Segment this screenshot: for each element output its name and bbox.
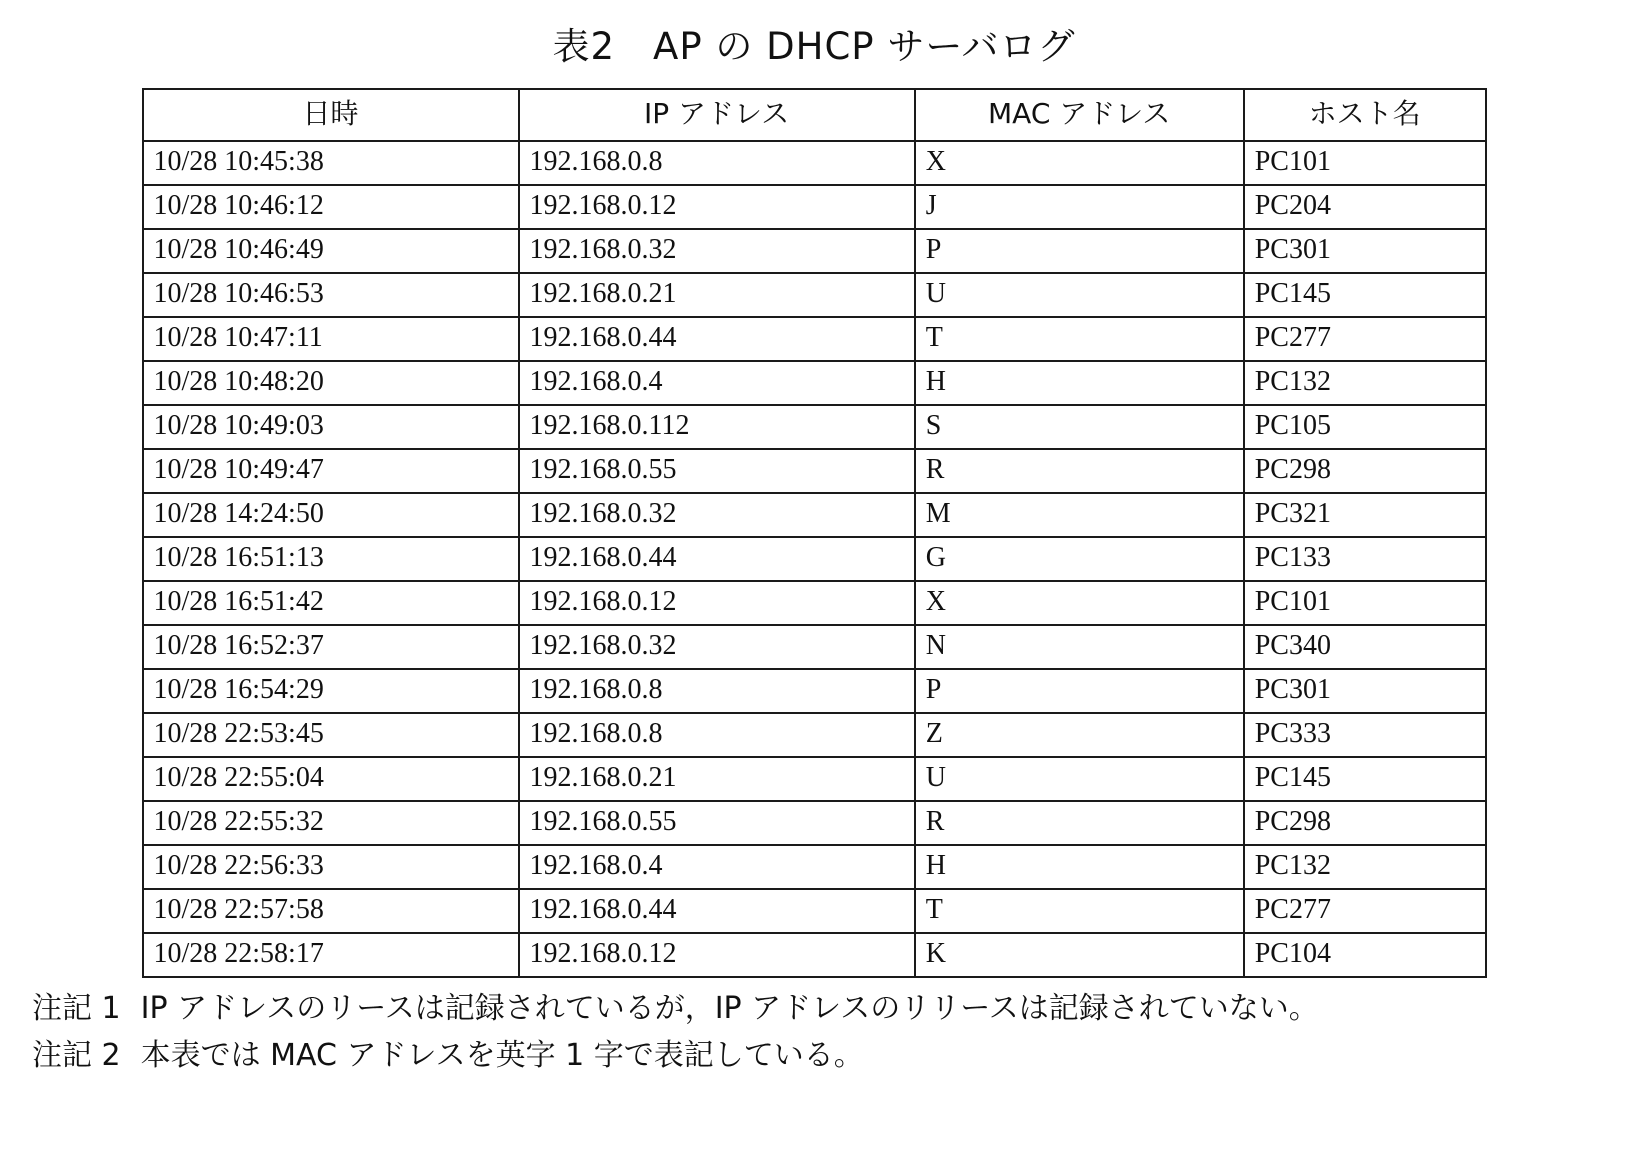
table-row xyxy=(143,933,1486,977)
cell-ip-address: 192.168.0.21 xyxy=(519,757,915,801)
cell-ip-address: 192.168.0.21 xyxy=(519,273,915,317)
cell-hostname: PC133 xyxy=(1244,537,1486,581)
cell-mac-address: N xyxy=(915,625,1244,669)
table-row xyxy=(143,581,1486,625)
cell-mac-address: U xyxy=(915,757,1244,801)
dhcp-server-log-table xyxy=(142,88,1487,978)
cell-hostname: PC340 xyxy=(1244,625,1486,669)
cell-mac-address: K xyxy=(915,933,1244,977)
cell-mac-address: X xyxy=(915,581,1244,625)
cell-ip-address: 192.168.0.32 xyxy=(519,625,915,669)
column-header-ip-address: IP アドレス xyxy=(519,89,915,141)
cell-hostname: PC101 xyxy=(1244,141,1486,185)
cell-ip-address: 192.168.0.55 xyxy=(519,449,915,493)
cell-mac-address: J xyxy=(915,185,1244,229)
cell-hostname: PC301 xyxy=(1244,229,1486,273)
table-row xyxy=(143,713,1486,757)
cell-mac-address: G xyxy=(915,537,1244,581)
cell-mac-address: M xyxy=(915,493,1244,537)
cell-datetime: 10/28 16:54:29 xyxy=(143,669,519,713)
note-1 xyxy=(32,988,1608,1031)
cell-datetime: 10/28 10:45:38 xyxy=(143,141,519,185)
table-header xyxy=(143,89,1486,141)
note-2-label: 注記 2 xyxy=(32,1037,121,1073)
table-container xyxy=(142,88,1487,978)
cell-mac-address: H xyxy=(915,845,1244,889)
table-header-row xyxy=(143,89,1486,141)
cell-datetime: 10/28 16:51:42 xyxy=(143,581,519,625)
note-1-text: IP アドレスのリースは記録されているが，IP アドレスのリリースは記録されていない。 xyxy=(140,991,1319,1026)
table-row xyxy=(143,141,1486,185)
cell-datetime: 10/28 22:55:04 xyxy=(143,757,519,801)
table-row xyxy=(143,493,1486,537)
table-row xyxy=(143,229,1486,273)
cell-mac-address: Z xyxy=(915,713,1244,757)
note-2-text: 本表では MAC アドレスを英字 1 字で表記している。 xyxy=(140,1037,864,1073)
cell-hostname: PC333 xyxy=(1244,713,1486,757)
cell-ip-address: 192.168.0.12 xyxy=(519,581,915,625)
cell-mac-address: U xyxy=(915,273,1244,317)
table-row xyxy=(143,625,1486,669)
note-1-label: 注記 1 xyxy=(32,991,121,1026)
cell-mac-address: T xyxy=(915,317,1244,361)
cell-ip-address: 192.168.0.32 xyxy=(519,493,915,537)
table-row xyxy=(143,361,1486,405)
table-body xyxy=(143,141,1486,977)
table-row xyxy=(143,845,1486,889)
table-row xyxy=(143,405,1486,449)
cell-datetime: 10/28 22:55:32 xyxy=(143,801,519,845)
table-row xyxy=(143,801,1486,845)
table-row xyxy=(143,185,1486,229)
cell-hostname: PC301 xyxy=(1244,669,1486,713)
table-row xyxy=(143,669,1486,713)
cell-ip-address: 192.168.0.32 xyxy=(519,229,915,273)
cell-datetime: 10/28 10:46:49 xyxy=(143,229,519,273)
cell-hostname: PC132 xyxy=(1244,845,1486,889)
table-row xyxy=(143,317,1486,361)
cell-datetime: 10/28 10:49:47 xyxy=(143,449,519,493)
cell-mac-address: P xyxy=(915,669,1244,713)
cell-hostname: PC101 xyxy=(1244,581,1486,625)
cell-hostname: PC298 xyxy=(1244,801,1486,845)
column-header-datetime: 日時 xyxy=(143,89,519,141)
document-page xyxy=(0,16,1628,1174)
cell-ip-address: 192.168.0.8 xyxy=(519,669,915,713)
cell-hostname: PC277 xyxy=(1244,889,1486,933)
cell-datetime: 10/28 10:47:11 xyxy=(143,317,519,361)
cell-mac-address: H xyxy=(915,361,1244,405)
cell-datetime: 10/28 22:57:58 xyxy=(143,889,519,933)
cell-ip-address: 192.168.0.55 xyxy=(519,801,915,845)
cell-datetime: 10/28 22:53:45 xyxy=(143,713,519,757)
cell-ip-address: 192.168.0.8 xyxy=(519,141,915,185)
cell-datetime: 10/28 10:46:12 xyxy=(143,185,519,229)
cell-datetime: 10/28 10:46:53 xyxy=(143,273,519,317)
cell-mac-address: X xyxy=(915,141,1244,185)
table-row xyxy=(143,449,1486,493)
column-header-mac-address: MAC アドレス xyxy=(915,89,1244,141)
cell-mac-address: S xyxy=(915,405,1244,449)
cell-ip-address: 192.168.0.112 xyxy=(519,405,915,449)
cell-ip-address: 192.168.0.12 xyxy=(519,933,915,977)
cell-hostname: PC298 xyxy=(1244,449,1486,493)
cell-ip-address: 192.168.0.44 xyxy=(519,889,915,933)
cell-mac-address: P xyxy=(915,229,1244,273)
table-row xyxy=(143,537,1486,581)
cell-ip-address: 192.168.0.4 xyxy=(519,361,915,405)
cell-datetime: 10/28 10:49:03 xyxy=(143,405,519,449)
cell-datetime: 10/28 22:56:33 xyxy=(143,845,519,889)
cell-ip-address: 192.168.0.44 xyxy=(519,317,915,361)
cell-ip-address: 192.168.0.4 xyxy=(519,845,915,889)
cell-datetime: 10/28 22:58:17 xyxy=(143,933,519,977)
cell-datetime: 10/28 14:24:50 xyxy=(143,493,519,537)
cell-datetime: 10/28 16:52:37 xyxy=(143,625,519,669)
cell-datetime: 10/28 10:48:20 xyxy=(143,361,519,405)
cell-hostname: PC105 xyxy=(1244,405,1486,449)
cell-mac-address: T xyxy=(915,889,1244,933)
cell-hostname: PC204 xyxy=(1244,185,1486,229)
cell-hostname: PC145 xyxy=(1244,757,1486,801)
table-row xyxy=(143,273,1486,317)
cell-hostname: PC321 xyxy=(1244,493,1486,537)
cell-hostname: PC145 xyxy=(1244,273,1486,317)
cell-hostname: PC277 xyxy=(1244,317,1486,361)
cell-mac-address: R xyxy=(915,449,1244,493)
table-row xyxy=(143,757,1486,801)
column-header-hostname: ホスト名 xyxy=(1244,89,1486,141)
cell-ip-address: 192.168.0.8 xyxy=(519,713,915,757)
cell-datetime: 10/28 16:51:13 xyxy=(143,537,519,581)
cell-hostname: PC104 xyxy=(1244,933,1486,977)
note-2 xyxy=(32,1035,1608,1078)
cell-ip-address: 192.168.0.12 xyxy=(519,185,915,229)
cell-ip-address: 192.168.0.44 xyxy=(519,537,915,581)
table-title: 表2 AP の DHCP サーバログ xyxy=(552,25,1076,68)
cell-mac-address: R xyxy=(915,801,1244,845)
table-row xyxy=(143,889,1486,933)
cell-hostname: PC132 xyxy=(1244,361,1486,405)
table-notes xyxy=(32,988,1608,1077)
